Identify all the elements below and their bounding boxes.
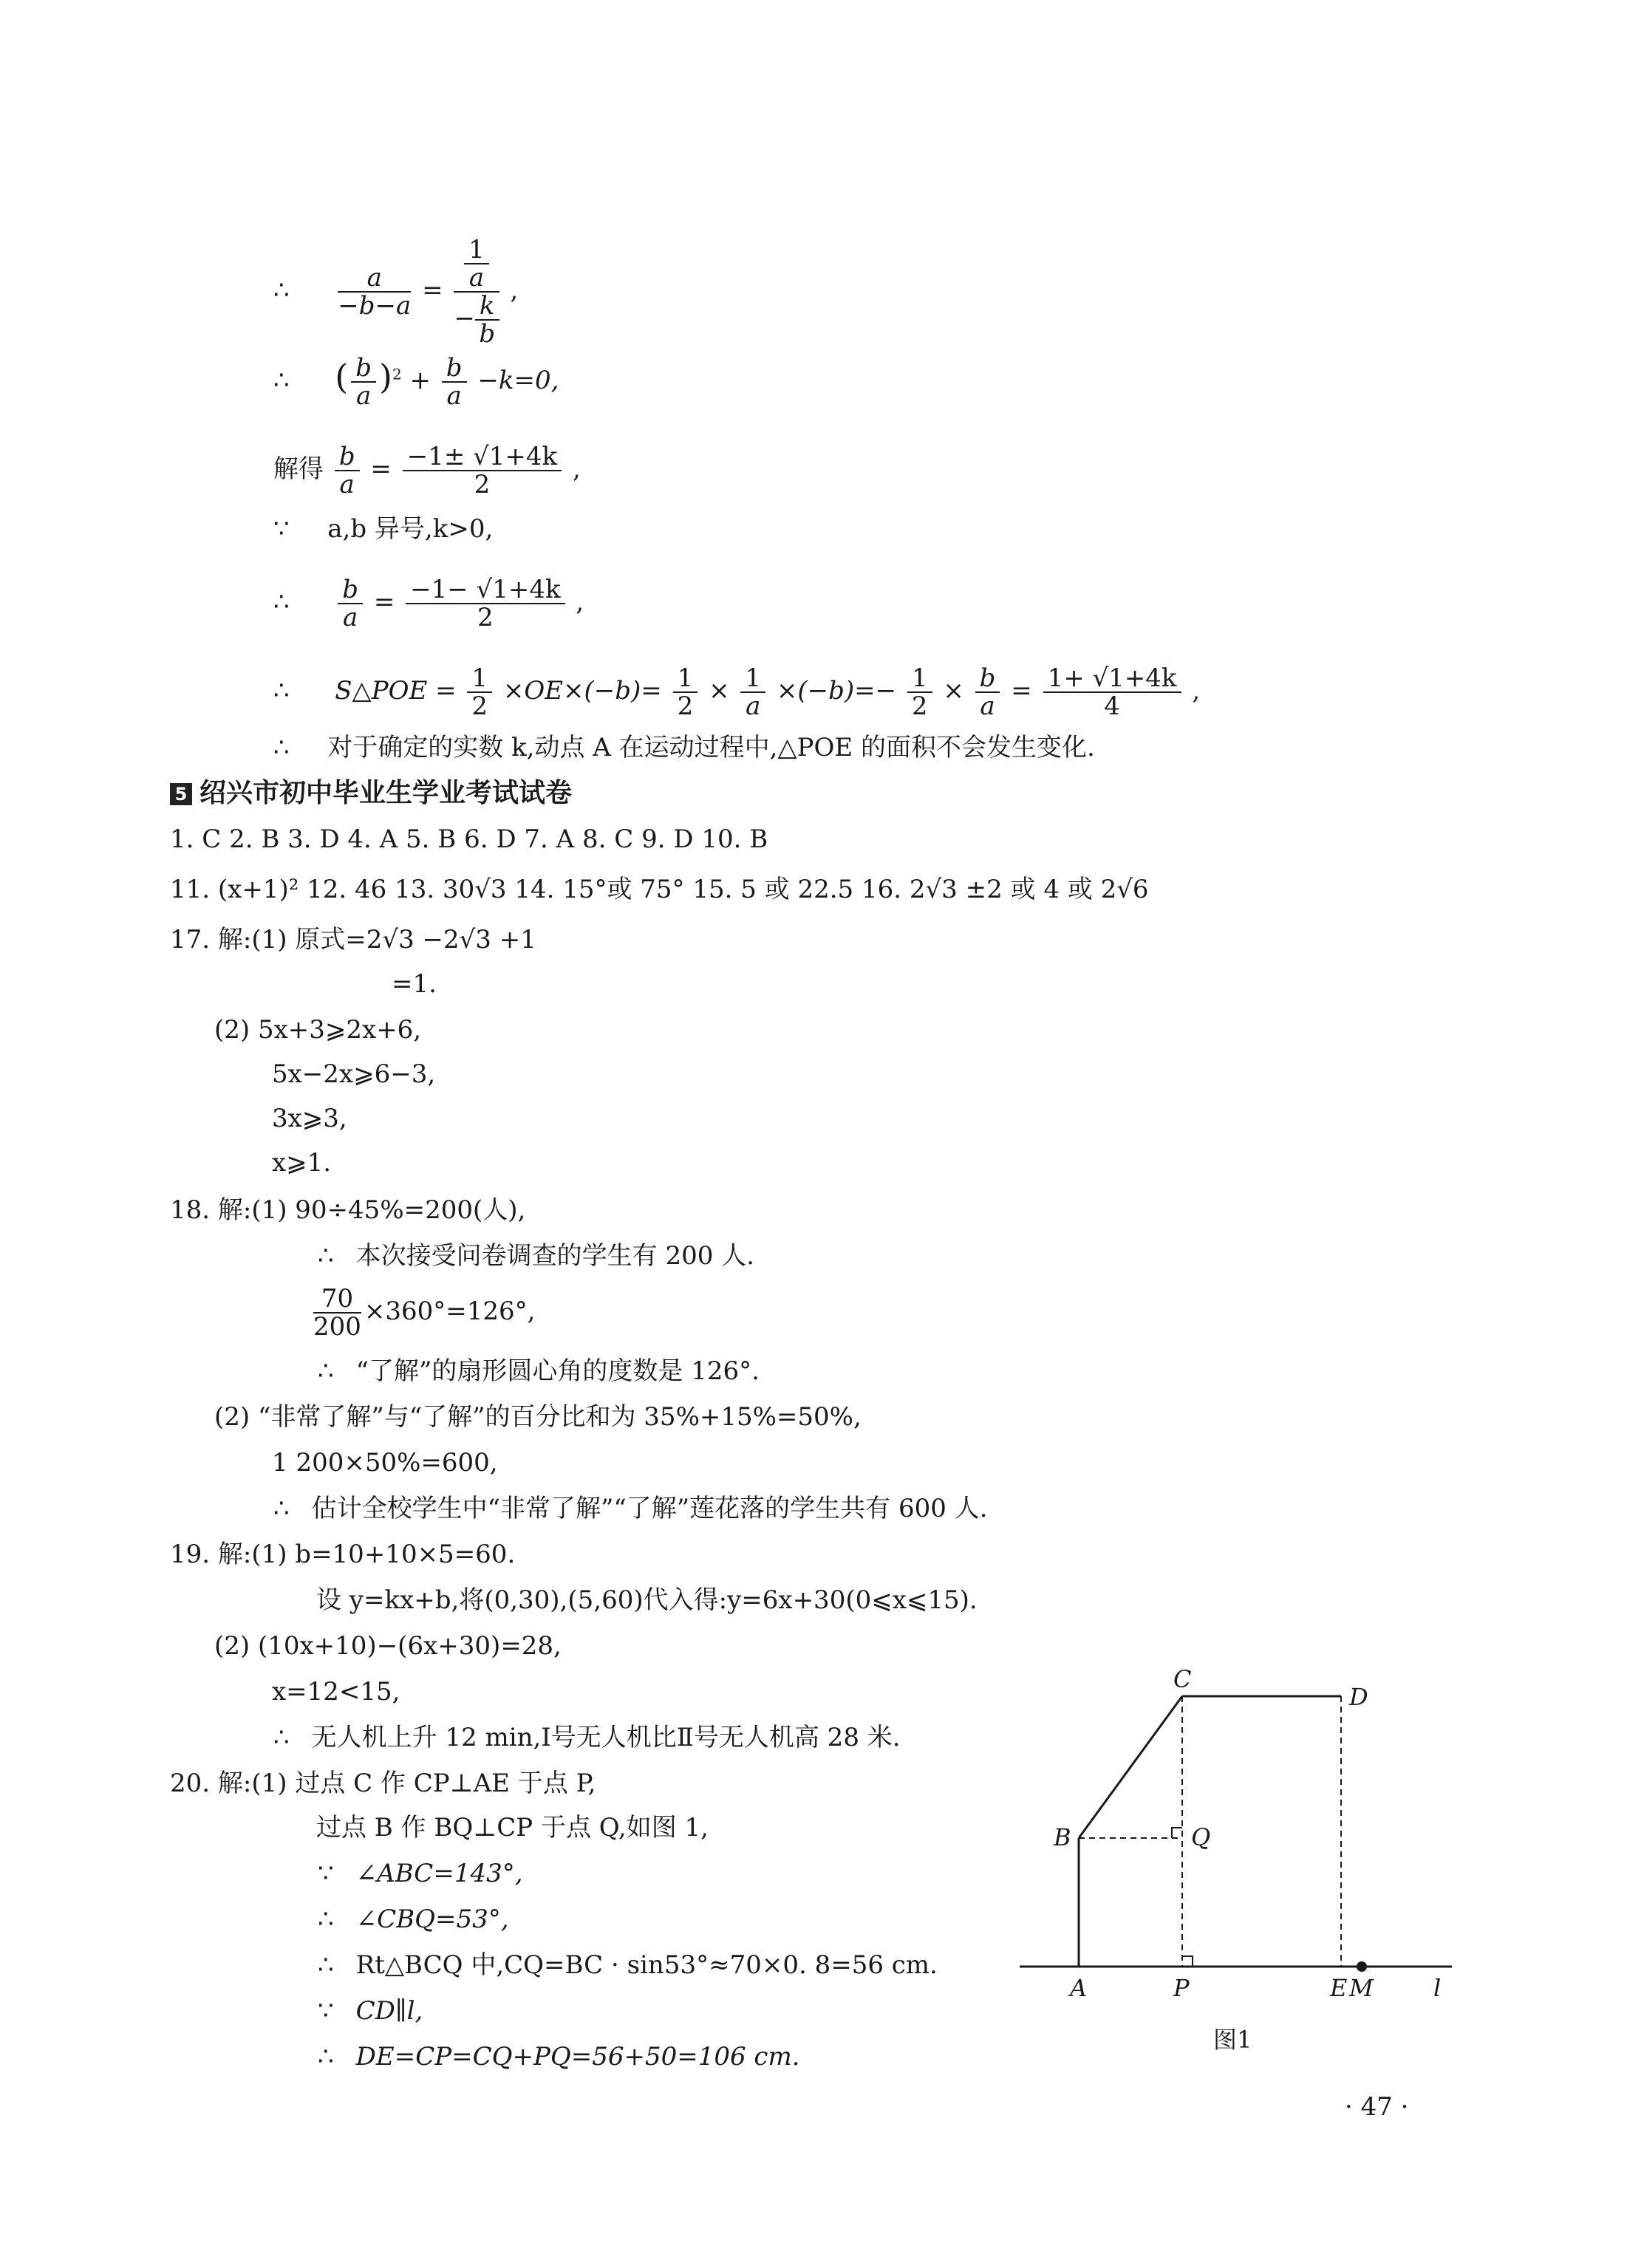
q17-line-5: 3x⩾3, — [272, 1104, 347, 1133]
because-symbol: ∵ — [318, 1996, 334, 2026]
derivation-line-6 — [273, 665, 1200, 720]
q18-conclusion-2: “了解”的扇形圆心角的度数是 126°. — [355, 1356, 760, 1386]
numerator: −1± √1+4k — [403, 443, 562, 471]
figure-1 — [1005, 1655, 1478, 2069]
label-e: E — [1330, 1974, 1348, 2002]
derivation-line-1 — [273, 236, 518, 347]
comma: , — [576, 587, 584, 617]
den-two: 2 — [471, 691, 488, 721]
because-symbol: ∵ — [318, 1859, 334, 1888]
q18-line-5: (2) “非常了解”与“了解”的百分比和为 35%+15%=50%, — [214, 1402, 862, 1432]
times: × — [709, 676, 730, 706]
den-a: a — [339, 470, 355, 499]
q17-line-2: =1. — [392, 969, 437, 999]
therefore-symbol: ∴ — [318, 1950, 334, 1980]
label-p: P — [1173, 1974, 1190, 2002]
den-two: 2 — [911, 691, 928, 721]
comma: , — [1192, 676, 1201, 706]
num-b: b — [442, 355, 467, 383]
tail: −k=0, — [477, 366, 559, 395]
times: × — [943, 676, 964, 706]
equals: = — [1011, 676, 1032, 706]
q19-line-3: (2) (10x+10)−(6x+30)=28, — [214, 1631, 562, 1661]
q20-line-6 — [318, 1995, 423, 2027]
angle-calc: ×360°=126°, — [364, 1297, 536, 1326]
minus: − — [454, 304, 475, 333]
derivation-line-7 — [273, 731, 1095, 764]
q17-line-6: x⩾1. — [272, 1148, 332, 1178]
num-k: k — [475, 293, 499, 321]
q18-conclusion-3: 估计全校学生中“非常了解”“了解”莲花落的学生共有 600 人. — [311, 1494, 988, 1523]
q18-line-6: 1 200×50%=600, — [272, 1448, 498, 1478]
section-header — [170, 777, 572, 810]
denominator — [454, 293, 499, 347]
fill-in-answers: 11. (x+1)² 12. 46 13. 30√3 14. 15°或 75° 15. 5 或 22.5 16. 2√3 ±2 或 4 或 2√6 — [170, 875, 1149, 904]
therefore-symbol: ∴ — [273, 1494, 290, 1523]
den-a: a — [343, 603, 358, 632]
label-q: Q — [1191, 1823, 1211, 1851]
angle-cbq: ∠CBQ=53°, — [355, 1905, 509, 1934]
denominator: 2 — [477, 603, 494, 632]
because-symbol: ∵ — [273, 514, 290, 544]
label-b: B — [1054, 1823, 1071, 1851]
cq-calc: Rt△BCQ 中,CQ=BC · sin53°≈70×0. 8=56 cm. — [355, 1950, 938, 1980]
figure-caption: 图1 — [1213, 2026, 1252, 2054]
num-one: 1 — [467, 665, 492, 693]
de-calc: DE=CP=CQ+PQ=56+50=106 cm. — [355, 2042, 800, 2071]
label-d: D — [1349, 1683, 1368, 1711]
angle-abc: ∠ABC=143°, — [355, 1859, 523, 1888]
sign-condition: a,b 异号,k>0, — [327, 514, 494, 544]
numerator: 70 — [313, 1285, 361, 1314]
therefore-symbol: ∴ — [273, 366, 290, 395]
q17-line-4: 5x−2x⩾6−3, — [272, 1059, 436, 1089]
comma: , — [510, 276, 519, 305]
segment-bc — [1079, 1696, 1182, 1838]
den-a: a — [468, 263, 485, 293]
numerator: 1+ √1+4k — [1043, 665, 1181, 693]
num-one: 1 — [740, 665, 765, 693]
q18-conclusion-1: 本次接受问卷调查的学生有 200 人. — [355, 1241, 754, 1271]
q20-line-2: 过点 B 作 BQ⊥CP 于点 Q,如图 1, — [316, 1813, 709, 1842]
expr-part: ×(−b)=− — [776, 676, 897, 706]
right-angle-p — [1182, 1956, 1193, 1967]
q18-line-1: 18. 解:(1) 90÷45%=200(人), — [170, 1195, 526, 1225]
label-c: C — [1173, 1665, 1192, 1693]
point-m — [1357, 1961, 1367, 1972]
num-b: b — [338, 576, 363, 604]
num-one: 1 — [464, 236, 489, 264]
label-m: M — [1349, 1974, 1374, 2002]
solve-label: 解得 — [273, 454, 324, 484]
equals: = — [373, 587, 395, 617]
num-one: 1 — [673, 665, 698, 693]
q18-line-2 — [318, 1240, 754, 1272]
den-a: a — [746, 691, 761, 721]
label-l: l — [1433, 1974, 1442, 2002]
q19-line-4: x=12<15, — [272, 1677, 400, 1707]
denominator: 2 — [474, 470, 491, 499]
equals: = — [370, 454, 392, 484]
right-angle-q — [1172, 1828, 1182, 1838]
q18-line-7 — [273, 1492, 988, 1525]
page-number: · 47 · — [1345, 2092, 1409, 2122]
q19-conclusion: 无人机上升 12 min,Ⅰ号无人机比Ⅱ号无人机高 28 米. — [311, 1723, 901, 1752]
therefore-symbol: ∴ — [318, 1356, 334, 1386]
denominator: 4 — [1104, 691, 1120, 721]
den-a: a — [980, 691, 995, 721]
den-two: 2 — [677, 691, 694, 721]
section-number-badge: 5 — [170, 783, 192, 805]
q19-line-2: 设 y=kx+b,将(0,30),(5,60)代入得:y=6x+30(0⩽x⩽15). — [316, 1585, 978, 1615]
area-symbol: S△POE — [335, 676, 428, 706]
q20-line-4 — [318, 1903, 509, 1936]
choice-answers: 1. C 2. B 3. D 4. A 5. B 6. D 7. A 8. C 9. D 10. B — [170, 824, 768, 854]
therefore-symbol: ∴ — [318, 2042, 334, 2071]
q17-line-3: (2) 5x+3⩾2x+6, — [214, 1015, 422, 1045]
comma: , — [572, 454, 581, 484]
equals: = — [435, 676, 457, 706]
num-one: 1 — [907, 665, 932, 693]
denominator: 200 — [313, 1312, 361, 1342]
plus: + — [409, 366, 431, 395]
therefore-symbol: ∴ — [273, 733, 290, 762]
num-b: b — [975, 665, 1000, 693]
q19-line-5 — [273, 1721, 901, 1754]
derivation-line-5 — [273, 576, 584, 631]
den-b: b — [479, 319, 496, 349]
den-a: a — [446, 381, 462, 411]
numerator — [454, 236, 499, 293]
square-exponent: 2 — [392, 365, 402, 383]
therefore-symbol: ∴ — [273, 587, 290, 617]
derivation-line-3 — [273, 443, 581, 498]
den-a: a — [355, 381, 372, 411]
numerator: −1− √1+4k — [406, 576, 565, 604]
therefore-symbol: ∴ — [273, 276, 290, 305]
complex-fraction — [454, 236, 499, 347]
equals: = — [422, 276, 443, 305]
parallel-statement: CD∥l, — [355, 1996, 423, 2026]
q18-line-3 — [310, 1285, 535, 1340]
q20-line-3 — [318, 1857, 523, 1890]
therefore-symbol: ∴ — [318, 1905, 334, 1934]
therefore-symbol: ∴ — [318, 1241, 334, 1271]
q20-line-5 — [318, 1949, 938, 1981]
num-b: b — [335, 443, 360, 471]
q20-line-7 — [318, 2040, 800, 2073]
derivation-line-2: ∴ ( $\frac{b}{a}$ )$^2$ + $\frac{b}{a}$ −k=0, — [273, 353, 559, 411]
denominator: −b−a — [338, 291, 412, 321]
numerator: a — [338, 264, 411, 293]
conclusion: 对于确定的实数 k,动点 A 在运动过程中,△POE 的面积不会发生变化. — [327, 733, 1095, 762]
section-title: 绍兴市初中毕业生学业考试试卷 — [199, 778, 573, 808]
num-b: b — [351, 355, 376, 383]
expr-part: ×OE×(−b)= — [502, 676, 662, 706]
label-a: A — [1070, 1974, 1088, 2002]
q17-line-1: 17. 解:(1) 原式=2√3 −2√3 +1 — [170, 925, 536, 954]
therefore-symbol: ∴ — [273, 1723, 290, 1752]
q18-line-4 — [318, 1355, 760, 1387]
derivation-line-4 — [273, 513, 493, 545]
q20-line-1: 20. 解:(1) 过点 C 作 CP⊥AE 于点 P, — [170, 1769, 596, 1798]
fraction — [338, 264, 411, 319]
therefore-symbol: ∴ — [273, 676, 290, 706]
q19-line-1: 19. 解:(1) b=10+10×5=60. — [170, 1540, 516, 1569]
